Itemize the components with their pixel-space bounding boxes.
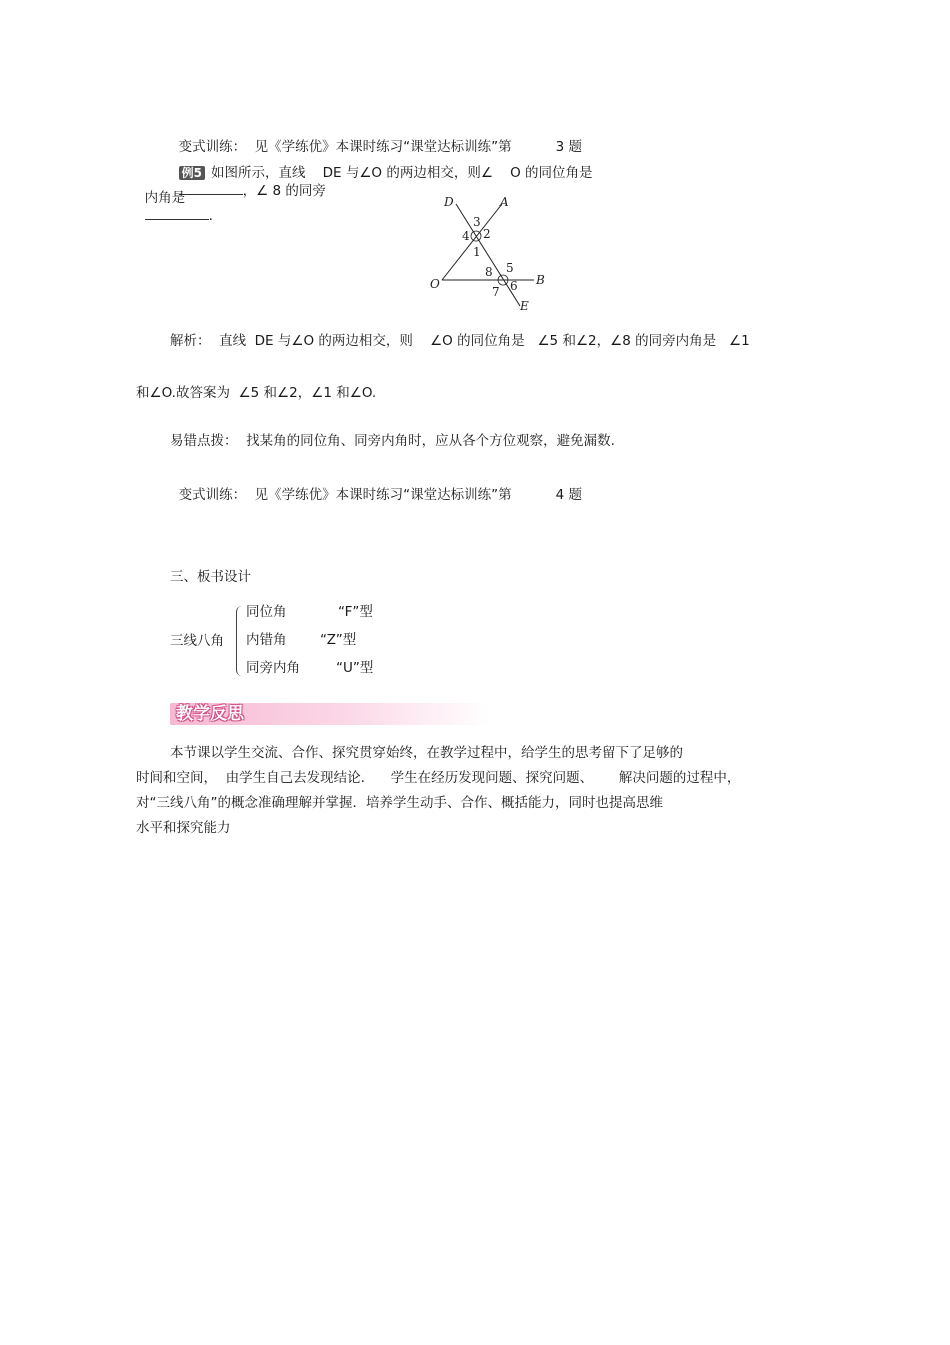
brace (236, 606, 245, 676)
label-7: 7 (492, 285, 500, 299)
board-item-2-type: “Z”型 (320, 632, 357, 648)
answer-blank-2 (145, 207, 209, 220)
board-item-1-name: 同位角 (246, 604, 287, 620)
example-5-text-a: 如图所示，直线 DE 与∠O 的两边相交，则∠ O 的同位角是 (210, 165, 593, 181)
label-1: 1 (473, 245, 481, 259)
label-O: O (430, 277, 440, 291)
board-root: 三线八角 (170, 633, 224, 649)
board-item-1-type: “F”型 (338, 604, 373, 620)
geometry-figure (420, 190, 560, 315)
example-5-line-2 (136, 171, 213, 225)
variant-training-2 (170, 468, 582, 504)
example-5-text-c: 内角是 (144, 190, 186, 206)
reflection-banner-title: 教学反思 (176, 704, 244, 724)
board-item-3-name: 同旁内角 (246, 660, 300, 676)
label-A: A (500, 195, 509, 209)
reflection-line-1: 本节课以学生交流、合作、探究贯穿始终，在教学过程中，给学生的思考留下了足够的 (170, 745, 683, 761)
label-D: D (444, 195, 454, 209)
example-5-text-d: . (208, 208, 213, 224)
label-B: B (536, 273, 545, 287)
analysis-line-1: 解析： 直线 DE 与∠O 的两边相交，则 ∠O 的同位角是 ∠5 和∠2，∠8 的同旁内角是 ∠1 (170, 333, 750, 349)
variant-training-2-text: 变式训练： 见《学练优》本课时练习“课堂达标训练”第 (178, 487, 512, 503)
example-badge: 例5 (179, 166, 205, 180)
label-3: 3 (473, 215, 481, 229)
variant-training-1-num: 3 题 (555, 139, 583, 155)
reflection-line-4: 水平和探究能力 (136, 820, 231, 836)
label-6: 6 (510, 279, 518, 293)
variant-training-1-text: 变式训练： 见《学练优》本课时练习“课堂达标训练”第 (178, 139, 512, 155)
reflection-line-3: 对“三线八角”的概念准确理解并掌握．培养学生动手、合作、概括能力，同时也提高思维 (136, 795, 663, 811)
label-5: 5 (506, 261, 514, 275)
line-OA (442, 204, 502, 280)
reflection-line-2: 时间和空间， 由学生自己去发现结论. 学生在经历发现问题、探究问题、 解决问题的过程中， (136, 770, 741, 786)
label-E: E (520, 299, 529, 313)
board-item-2-name: 内错角 (246, 632, 287, 648)
board-item-3-type: “U”型 (336, 660, 374, 676)
example-5-text-b: ，∠ 8 的同旁 (242, 183, 326, 199)
analysis-line-2: 和∠O.故答案为 ∠5 和∠2，∠1 和∠O. (136, 385, 377, 401)
label-8: 8 (485, 265, 493, 279)
error-tip: 易错点拨： 找某角的同位角、同旁内角时，应从各个方位观察，避免漏数. (170, 433, 615, 449)
section-3-title: 三、板书设计 (170, 569, 251, 585)
label-4: 4 (462, 229, 470, 243)
variant-training-2-num: 4 题 (555, 487, 583, 503)
label-2: 2 (483, 227, 491, 241)
